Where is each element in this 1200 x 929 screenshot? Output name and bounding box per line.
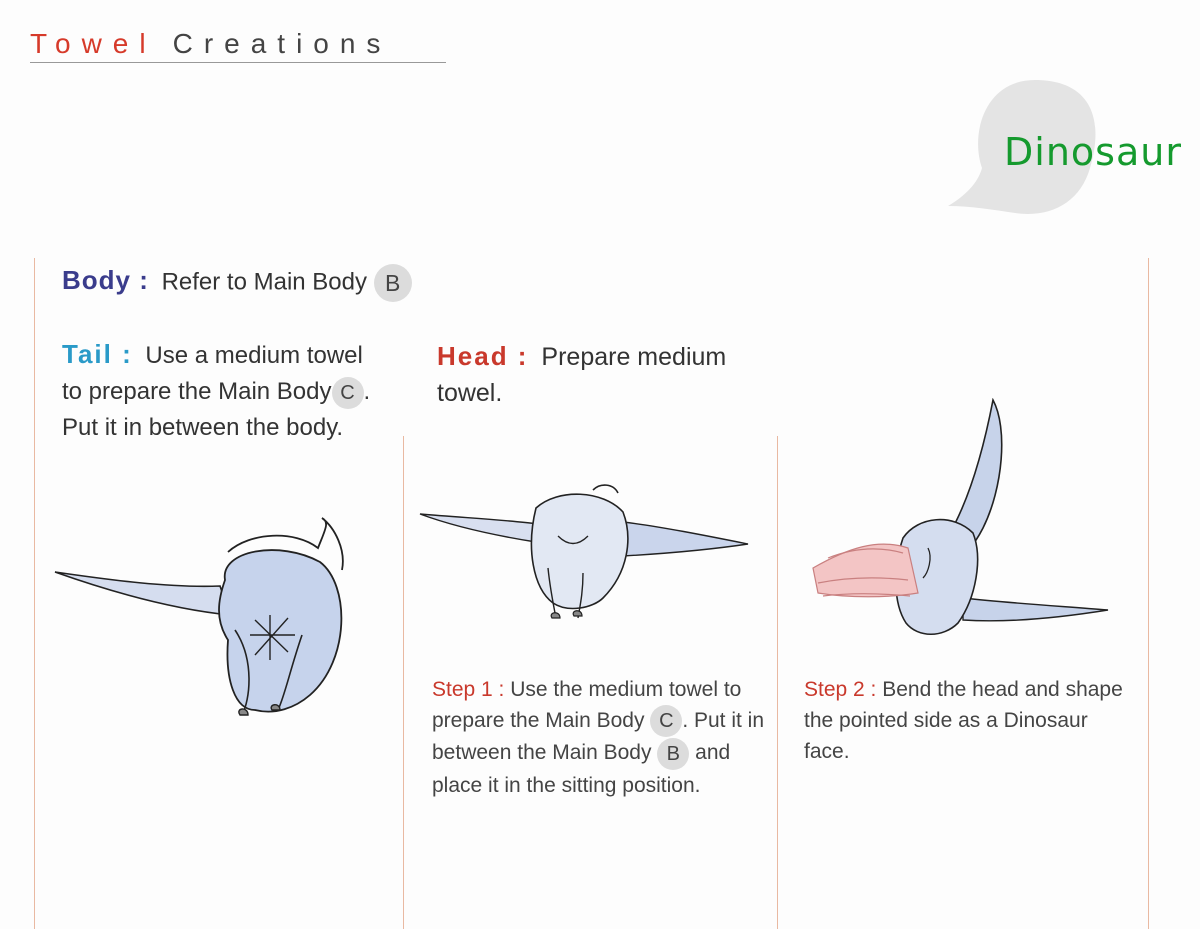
panel-border-right — [1148, 258, 1149, 929]
main-body-b-badge: B — [374, 264, 412, 302]
head-label: Head : — [437, 341, 529, 371]
main-body-c-badge-step1: C — [650, 705, 682, 737]
step1-text-3: and place it in the sitting position. — [432, 741, 731, 797]
step1-text-2: . Put it in between the Main Body — [432, 709, 765, 765]
page-header — [30, 28, 391, 60]
main-body-b-badge-step1: B — [657, 738, 689, 770]
header-word-creations: Creations — [172, 28, 392, 59]
main-body-c-badge: C — [332, 377, 364, 409]
tail-text-2: . Put it in between the body. — [62, 378, 371, 441]
tail-instruction — [62, 336, 382, 446]
step1-illustration — [418, 478, 753, 638]
step2-label: Step 2 : — [804, 678, 877, 701]
step2-instruction — [804, 674, 1134, 767]
tail-text-1: Use a medium towel to prepare the Main Body — [62, 342, 363, 405]
head-text: Prepare medium towel. — [437, 343, 727, 407]
body-text: Refer to Main Body — [161, 268, 367, 296]
header-word-towel: Towel — [30, 28, 157, 59]
step1-text-1: Use the medium towel to prepare the Main Body — [432, 678, 742, 732]
panel-divider-1 — [403, 436, 404, 929]
header-underline — [30, 62, 446, 63]
head-instruction — [437, 338, 767, 411]
step2-text: Bend the head and shape the pointed side as a Dinosaur face. — [804, 678, 1123, 763]
body-instruction — [62, 264, 412, 302]
step1-instruction — [432, 674, 772, 801]
body-label: Body : — [62, 265, 149, 296]
dinosaur-title: Dinosaur — [1004, 130, 1182, 174]
panel-border-left — [34, 258, 35, 929]
step1-label: Step 1 : — [432, 678, 505, 701]
panel-divider-2 — [777, 436, 778, 929]
tail-label: Tail : — [62, 339, 133, 369]
step2-illustration — [808, 398, 1113, 658]
tail-illustration — [50, 510, 360, 740]
